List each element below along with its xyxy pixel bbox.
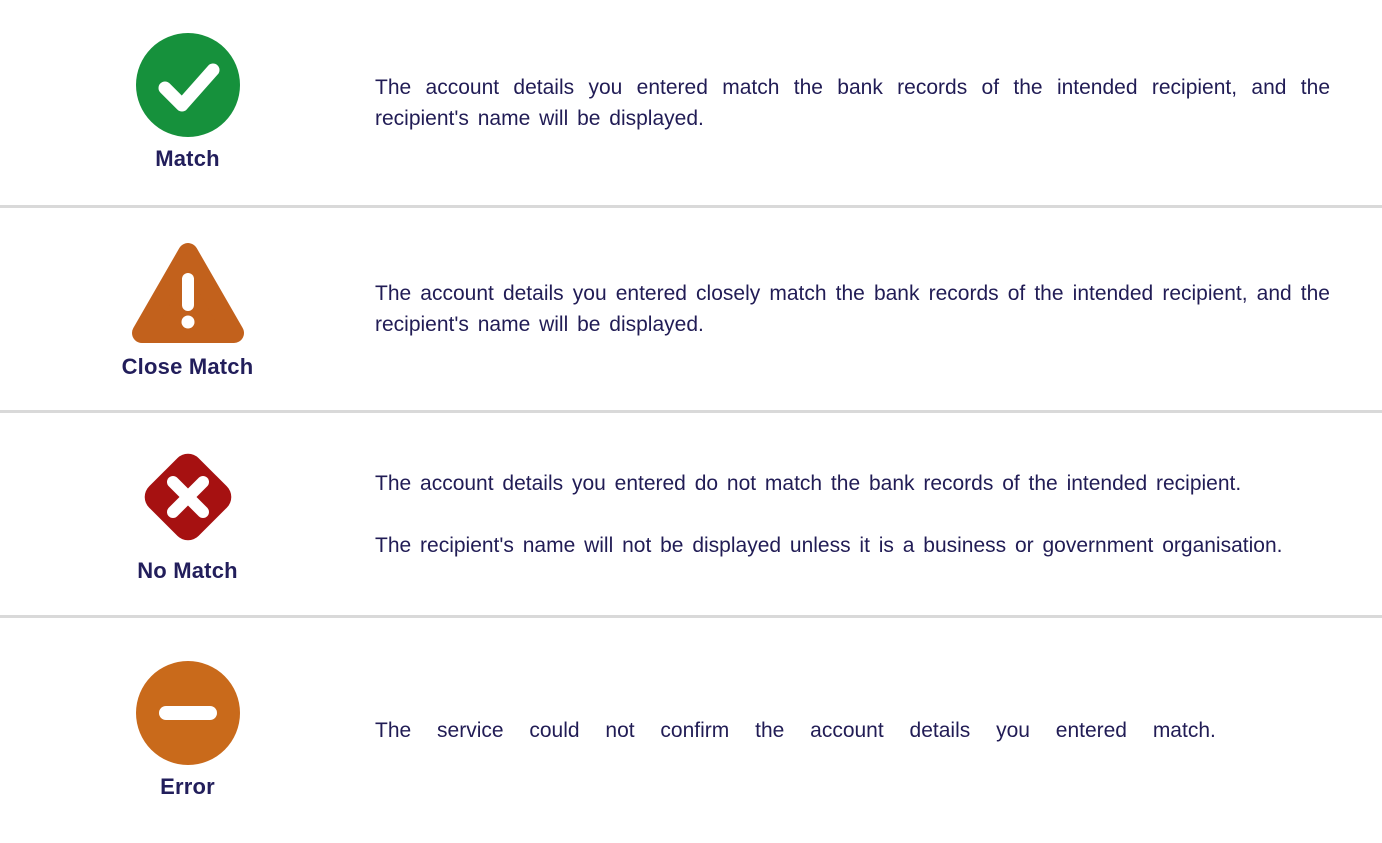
no-match-paragraph-2: The recipient's name will not be displayed unless it is a business or government organisation.	[375, 533, 1283, 557]
row-close-match	[0, 208, 1382, 413]
match-label: Match	[155, 146, 220, 171]
close-match-paragraph: The account details you entered closely match the bank records of the intended recipient, and the recipient's name will be displayed.	[375, 282, 1330, 336]
close-match-description	[375, 278, 1382, 340]
close-match-icon-column	[0, 239, 375, 380]
no-match-paragraph-1: The account details you entered do not match the bank records of the intended recipient.	[375, 471, 1242, 495]
error-icon-column	[0, 661, 375, 800]
x-diamond-icon	[136, 445, 240, 549]
error-description	[375, 715, 1382, 746]
error-paragraph: The service could not confirm the account details you entered match.	[375, 719, 1216, 742]
row-no-match	[0, 413, 1382, 618]
warning-triangle-icon	[130, 239, 246, 345]
row-error	[0, 618, 1382, 843]
error-label: Error	[160, 774, 215, 799]
check-circle-icon	[136, 33, 240, 137]
no-match-description	[375, 468, 1382, 561]
match-paragraph: The account details you entered match the bank records of the intended recipient, and the recipient's name will be displayed.	[375, 75, 1330, 130]
no-match-label: No Match	[137, 557, 238, 583]
row-match	[0, 0, 1382, 208]
match-icon-column	[0, 33, 375, 172]
match-description	[375, 72, 1382, 134]
no-match-icon-column	[0, 445, 375, 584]
minus-circle-icon	[136, 661, 240, 765]
close-match-label: Close Match	[121, 353, 254, 379]
